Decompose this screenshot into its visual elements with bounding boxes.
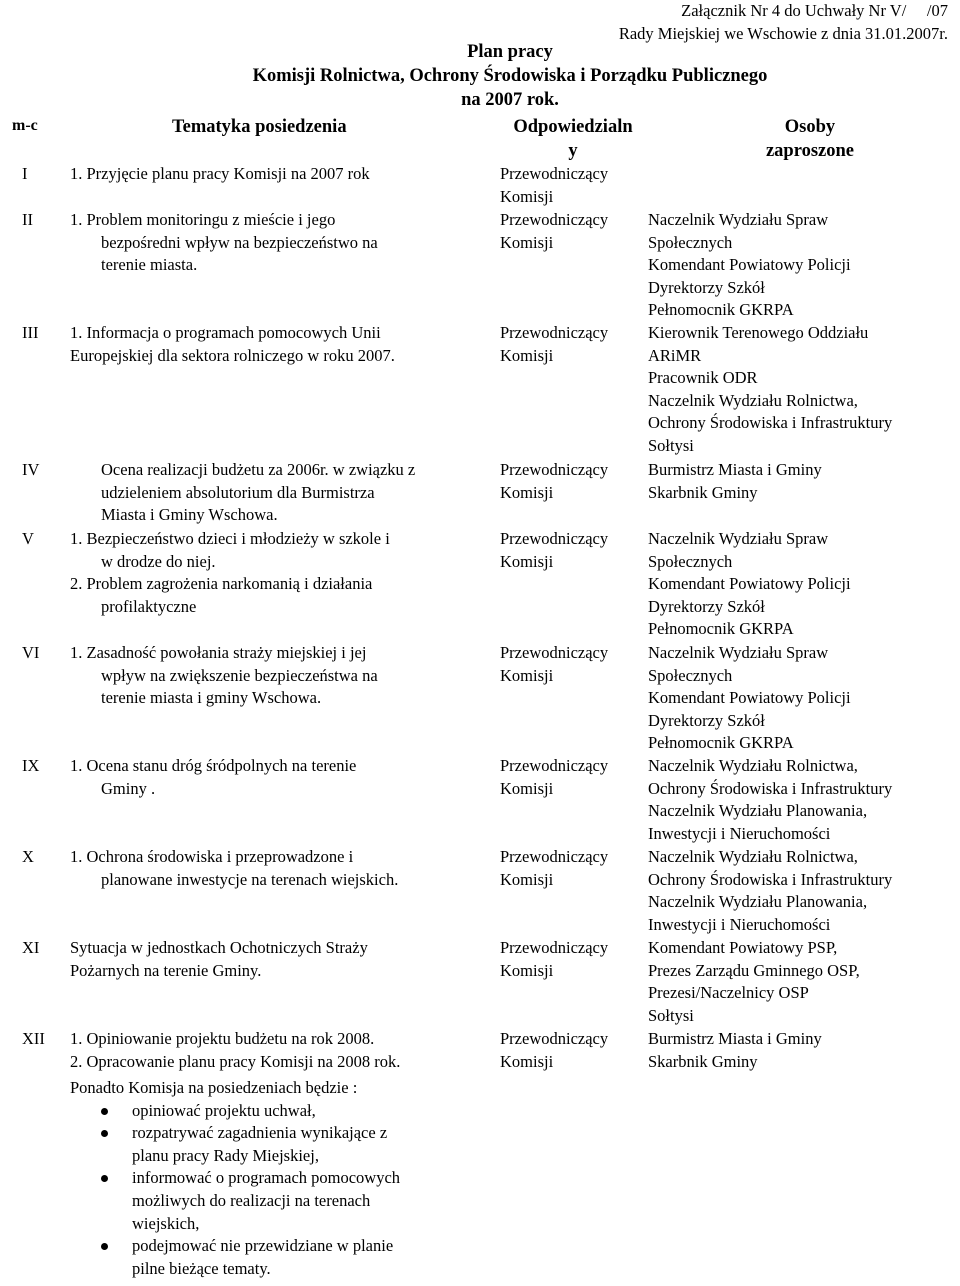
row-topic-line: Europejskiej dla sektora rolniczego w roku 2007.	[70, 345, 395, 365]
annex-line-2: Rady Miejskiej we Wschowie z dnia 31.01.2007r.	[618, 23, 948, 43]
row-topic-line: profilaktyczne	[101, 596, 197, 616]
row-month: IV	[22, 460, 40, 479]
header-guests	[660, 115, 960, 163]
header-topic: Tematyka posiedzenia	[172, 117, 347, 137]
row-guest-line: Komendant Powiatowy Policji	[648, 688, 851, 708]
row-responsible	[500, 755, 645, 800]
row-responsible	[500, 846, 645, 891]
row-topic	[70, 209, 480, 277]
title-line-2: Komisji Rolnictwa, Ochrony Środowiska i Porządku Publicznego	[252, 66, 768, 86]
row-guest-line: Społecznych	[648, 232, 733, 252]
additional-tasks	[70, 1077, 490, 1280]
row-guest-line: ARiMR	[648, 345, 702, 365]
additional-item	[70, 1100, 490, 1123]
row-responsible	[500, 322, 645, 367]
row-responsible	[500, 209, 645, 254]
row-responsible	[500, 163, 645, 208]
row-guest-line: Prezes Zarządu Gminnego OSP,	[648, 960, 860, 980]
bullet-icon	[101, 1130, 108, 1137]
row-guests	[648, 642, 958, 755]
row-responsible-line: Przewodniczący	[500, 210, 609, 229]
row-responsible-line: Przewodniczący	[500, 938, 609, 957]
row-guest-line: Naczelnik Wydziału Spraw	[648, 643, 829, 662]
row-responsible	[500, 459, 645, 504]
row-topic-line: 2. Problem zagrożenia narkomanią i działania	[70, 574, 373, 594]
row-topic	[70, 163, 480, 186]
row-responsible-line: Komisji	[500, 778, 554, 798]
row-responsible-line: Komisji	[500, 345, 554, 365]
row-month: XII	[22, 1029, 45, 1048]
row-guests	[648, 209, 958, 322]
row-responsible	[500, 1028, 645, 1073]
row-guest-line: Naczelnik Wydziału Spraw	[648, 210, 829, 229]
additional-intro: Ponadto Komisja na posiedzeniach będzie :	[70, 1078, 358, 1097]
row-responsible-line: Komisji	[500, 869, 554, 889]
title-line-3: na 2007 rok.	[461, 90, 559, 110]
additional-item	[70, 1235, 490, 1280]
row-topic	[70, 937, 480, 982]
row-guest-line: Inwestycji i Nieruchomości	[648, 914, 831, 934]
row-responsible	[500, 642, 645, 687]
row-guest-line: Naczelnik Wydziału Rolnictwa,	[648, 756, 858, 775]
row-topic	[70, 459, 480, 527]
additional-item-line: pilne bieżące tematy.	[132, 1258, 271, 1278]
row-topic-line: 1. Opiniowanie projektu budżetu na rok 2008.	[70, 1029, 375, 1048]
row-topic-line: 1. Problem monitoringu z mieście i jego	[70, 210, 336, 229]
row-guest-line: Skarbnik Gminy	[648, 1051, 758, 1071]
row-guest-line: Ochrony Środowiska i Infrastruktury	[648, 869, 893, 889]
row-guest-line: Naczelnik Wydziału Rolnictwa,	[648, 847, 858, 866]
row-responsible-line: Komisji	[500, 482, 554, 502]
row-guest-line: Naczelnik Wydziału Spraw	[648, 529, 829, 548]
row-guest-line: Komendant Powiatowy PSP,	[648, 938, 838, 957]
row-guest-line: Dyrektorzy Szkół	[648, 596, 765, 616]
row-guest-line: Dyrektorzy Szkół	[648, 710, 765, 730]
row-topic	[70, 755, 480, 800]
header-guests-line-1: Osoby	[784, 117, 836, 137]
additional-item-line: opiniować projektu uchwał,	[132, 1100, 316, 1120]
additional-item-line: wiejskich,	[132, 1213, 200, 1233]
row-guest-line: Sołtysi	[648, 1005, 694, 1025]
bullet-icon	[101, 1175, 108, 1182]
row-month: VI	[22, 643, 40, 662]
row-guests	[648, 846, 958, 936]
row-guest-line: Pracownik ODR	[648, 368, 758, 388]
row-topic-line: terenie miasta i gminy Wschowa.	[101, 688, 322, 708]
row-topic-line: 1. Bezpieczeństwo dzieci i młodzieży w szkole i	[70, 529, 390, 548]
row-month: I	[22, 164, 28, 183]
row-guest-line: Kierownik Terenowego Oddziału	[648, 323, 869, 342]
row-topic-line: bezpośredni wpływ na bezpieczeństwo na	[101, 232, 378, 252]
row-guest-line: Komendant Powiatowy Policji	[648, 255, 851, 275]
additional-item-line: planu pracy Rady Miejskiej,	[132, 1145, 319, 1165]
row-responsible-line: Komisji	[500, 1051, 554, 1071]
row-topic-line: 1. Informacja o programach pomocowych Unii	[70, 323, 381, 342]
row-topic-line: 1. Przyjęcie planu pracy Komisji na 2007 rok	[70, 164, 370, 183]
row-month: II	[22, 210, 33, 229]
row-responsible-line: Przewodniczący	[500, 847, 609, 866]
bullet-icon	[101, 1108, 108, 1115]
header-month: m-c	[12, 117, 38, 134]
row-guest-line: Naczelnik Wydziału Planowania,	[648, 801, 868, 821]
additional-list	[70, 1100, 490, 1281]
row-responsible-line: Komisji	[500, 551, 554, 571]
row-topic-line: Miasta i Gminy Wschowa.	[101, 505, 278, 525]
row-guests	[648, 1028, 958, 1073]
row-guests	[648, 937, 958, 1027]
row-guest-line: Prezesi/Naczelnicy OSP	[648, 983, 809, 1003]
annex-reference	[619, 0, 948, 45]
row-topic-line: Gminy .	[101, 778, 156, 798]
row-topic-line: planowane inwestycje na terenach wiejskich.	[101, 869, 399, 889]
row-responsible-line: Przewodniczący	[500, 164, 609, 183]
row-topic-line: Ocena realizacji budżetu za 2006r. w związku z	[101, 460, 416, 479]
row-topic-line: Pożarnych na terenie Gminy.	[70, 960, 262, 980]
row-guest-line: Sołtysi	[648, 435, 694, 455]
row-responsible-line: Przewodniczący	[500, 1029, 609, 1048]
row-responsible-line: Komisji	[500, 960, 554, 980]
row-topic-line: 1. Ocena stanu dróg śródpolnych na terenie	[70, 756, 357, 775]
row-topic-line: 2. Opracowanie planu pracy Komisji na 2008 rok.	[70, 1051, 401, 1071]
row-guest-line: Dyrektorzy Szkół	[648, 277, 765, 297]
header-responsible-line-2: y	[568, 141, 578, 161]
row-guest-line: Skarbnik Gminy	[648, 482, 758, 502]
row-guest-line: Ochrony Środowiska i Infrastruktury	[648, 778, 893, 798]
row-responsible-line: Komisji	[500, 186, 554, 206]
row-guest-line: Ochrony Środowiska i Infrastruktury	[648, 413, 893, 433]
row-topic-line: w drodze do niej.	[101, 551, 216, 571]
additional-item	[70, 1167, 490, 1235]
row-topic	[70, 322, 480, 367]
header-guests-line-2: zaproszone	[765, 141, 855, 161]
row-responsible-line: Przewodniczący	[500, 323, 609, 342]
row-guests	[648, 322, 958, 458]
row-guests	[648, 459, 958, 504]
row-responsible	[500, 937, 645, 982]
row-guests	[648, 528, 958, 641]
row-month: V	[22, 529, 34, 548]
additional-item-line: informować o programach pomocowych	[132, 1168, 401, 1188]
row-responsible-line: Przewodniczący	[500, 460, 609, 479]
additional-item-line: podejmować nie przewidziane w planie	[132, 1236, 394, 1256]
bullet-icon	[101, 1243, 108, 1250]
header-responsible-line-1: Odpowiedzialn	[513, 117, 633, 137]
row-month: III	[22, 323, 39, 342]
row-topic	[70, 1028, 480, 1073]
annex-line-1: Załącznik Nr 4 do Uchwały Nr V/ /07	[681, 1, 948, 20]
row-responsible-line: Komisji	[500, 232, 554, 252]
row-topic-line: 1. Ochrona środowiska i przeprowadzone i	[70, 847, 354, 866]
row-month: IX	[22, 756, 40, 775]
row-responsible	[500, 528, 645, 573]
row-topic-line: wpływ na zwiększenie bezpieczeństwa na	[101, 665, 378, 685]
additional-item-line: rozpatrywać zagadnienia wynikające z	[132, 1123, 388, 1143]
additional-item	[70, 1122, 490, 1167]
row-guest-line: Naczelnik Wydziału Planowania,	[648, 892, 868, 912]
header-responsible	[498, 115, 648, 163]
row-topic-line: terenie miasta.	[101, 255, 198, 275]
additional-item-line: możliwych do realizacji na terenach	[132, 1190, 371, 1210]
row-month: X	[22, 847, 34, 866]
row-topic	[70, 528, 480, 618]
row-guest-line: Pełnomocnik GKRPA	[648, 300, 794, 320]
row-responsible-line: Przewodniczący	[500, 756, 609, 775]
title-line-1: Plan pracy	[467, 42, 553, 62]
row-guest-line: Społecznych	[648, 665, 733, 685]
row-topic-line: Sytuacja w jednostkach Ochotniczych Straży	[70, 938, 368, 957]
row-guest-line: Burmistrz Miasta i Gminy	[648, 1029, 822, 1048]
document-title	[0, 40, 960, 112]
row-guest-line: Naczelnik Wydziału Rolnictwa,	[648, 390, 858, 410]
row-guests	[648, 755, 958, 845]
row-guest-line: Inwestycji i Nieruchomości	[648, 823, 831, 843]
row-topic	[70, 642, 480, 710]
row-responsible-line: Przewodniczący	[500, 529, 609, 548]
row-guest-line: Komendant Powiatowy Policji	[648, 574, 851, 594]
row-guest-line: Społecznych	[648, 551, 733, 571]
row-responsible-line: Przewodniczący	[500, 643, 609, 662]
row-month: XI	[22, 938, 40, 957]
row-topic-line: 1. Zasadność powołania straży miejskiej i jej	[70, 643, 367, 662]
row-topic-line: udzieleniem absolutorium dla Burmistrza	[101, 482, 375, 502]
row-topic	[70, 846, 480, 891]
row-responsible-line: Komisji	[500, 665, 554, 685]
row-guest-line: Pełnomocnik GKRPA	[648, 619, 794, 639]
row-guest-line: Burmistrz Miasta i Gminy	[648, 460, 822, 479]
row-guest-line: Pełnomocnik GKRPA	[648, 733, 794, 753]
